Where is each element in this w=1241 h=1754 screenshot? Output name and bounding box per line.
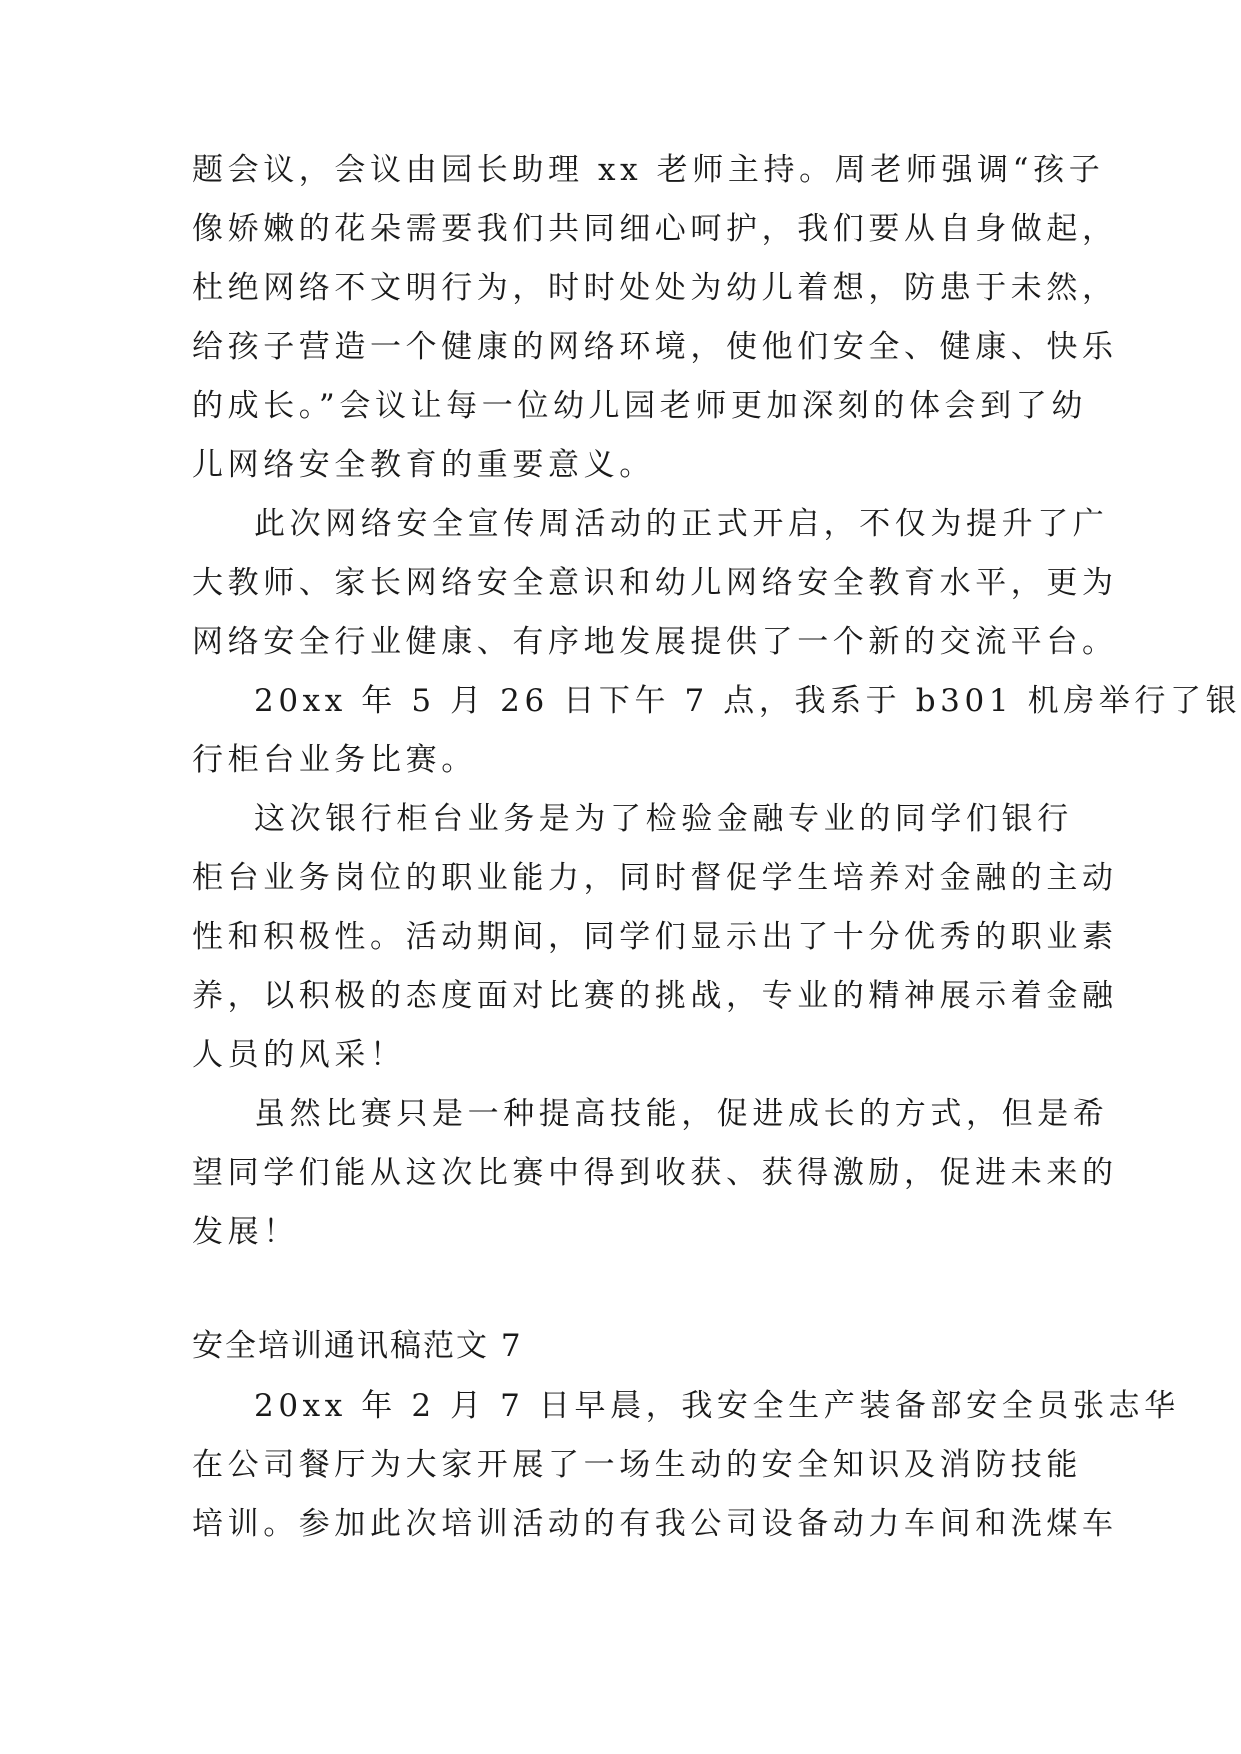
text-line: 杜绝网络不文明行为，时时处处为幼儿着想，防患于未然， [192, 270, 1118, 306]
text-line: 养，以积极的态度面对比赛的挑战，专业的精神展示着金融 [192, 978, 1118, 1014]
text-line: 柜台业务岗位的职业能力，同时督促学生培养对金融的主动 [192, 860, 1118, 896]
text-line: 儿网络安全教育的重要意义。 [192, 447, 655, 483]
text-line: 发展！ [192, 1214, 299, 1250]
text-line: 大教师、家长网络安全意识和幼儿网络安全教育水平，更为 [192, 565, 1118, 601]
paragraph-first-line: 此次网络安全宣传周活动的正式开启，不仅为提升了广 [254, 506, 1109, 542]
text-line: 像娇嫩的花朵需要我们共同细心呵护，我们要从自身做起， [192, 211, 1118, 247]
paragraph-first-line: 虽然比赛只是一种提高技能，促进成长的方式，但是希 [254, 1096, 1109, 1132]
text-line: 的成长。”会议让每一位幼儿园老师更加深刻的体会到了幼 [192, 388, 1087, 424]
text-line: 性和积极性。活动期间，同学们显示出了十分优秀的职业素 [192, 919, 1118, 955]
paragraph-first-line: 20xx 年 2 月 7 日早晨，我安全生产装备部安全员张志华 [254, 1388, 1180, 1424]
text-line: 给孩子营造一个健康的网络环境，使他们安全、健康、快乐 [192, 329, 1118, 365]
text-line: 在公司餐厅为大家开展了一场生动的安全知识及消防技能 [192, 1447, 1082, 1483]
text-line: 望同学们能从这次比赛中得到收获、获得激励，促进未来的 [192, 1155, 1118, 1191]
text-line: 行柜台业务比赛。 [192, 742, 477, 778]
text-line: 培训。参加此次培训活动的有我公司设备动力车间和洗煤车 [192, 1506, 1118, 1542]
text-line: 网络安全行业健康、有序地发展提供了一个新的交流平台。 [192, 624, 1118, 660]
text-line: 题会议，会议由园长助理 xx 老师主持。周老师强调“孩子 [192, 152, 1105, 188]
paragraph-first-line: 20xx 年 5 月 26 日下午 7 点，我系于 b301 机房举行了银 [254, 683, 1241, 719]
text-line: 人员的风采！ [192, 1037, 406, 1073]
paragraph-first-line: 这次银行柜台业务是为了检验金融专业的同学们银行 [254, 801, 1073, 837]
section-heading: 安全培训通讯稿范文 7 [192, 1328, 523, 1364]
